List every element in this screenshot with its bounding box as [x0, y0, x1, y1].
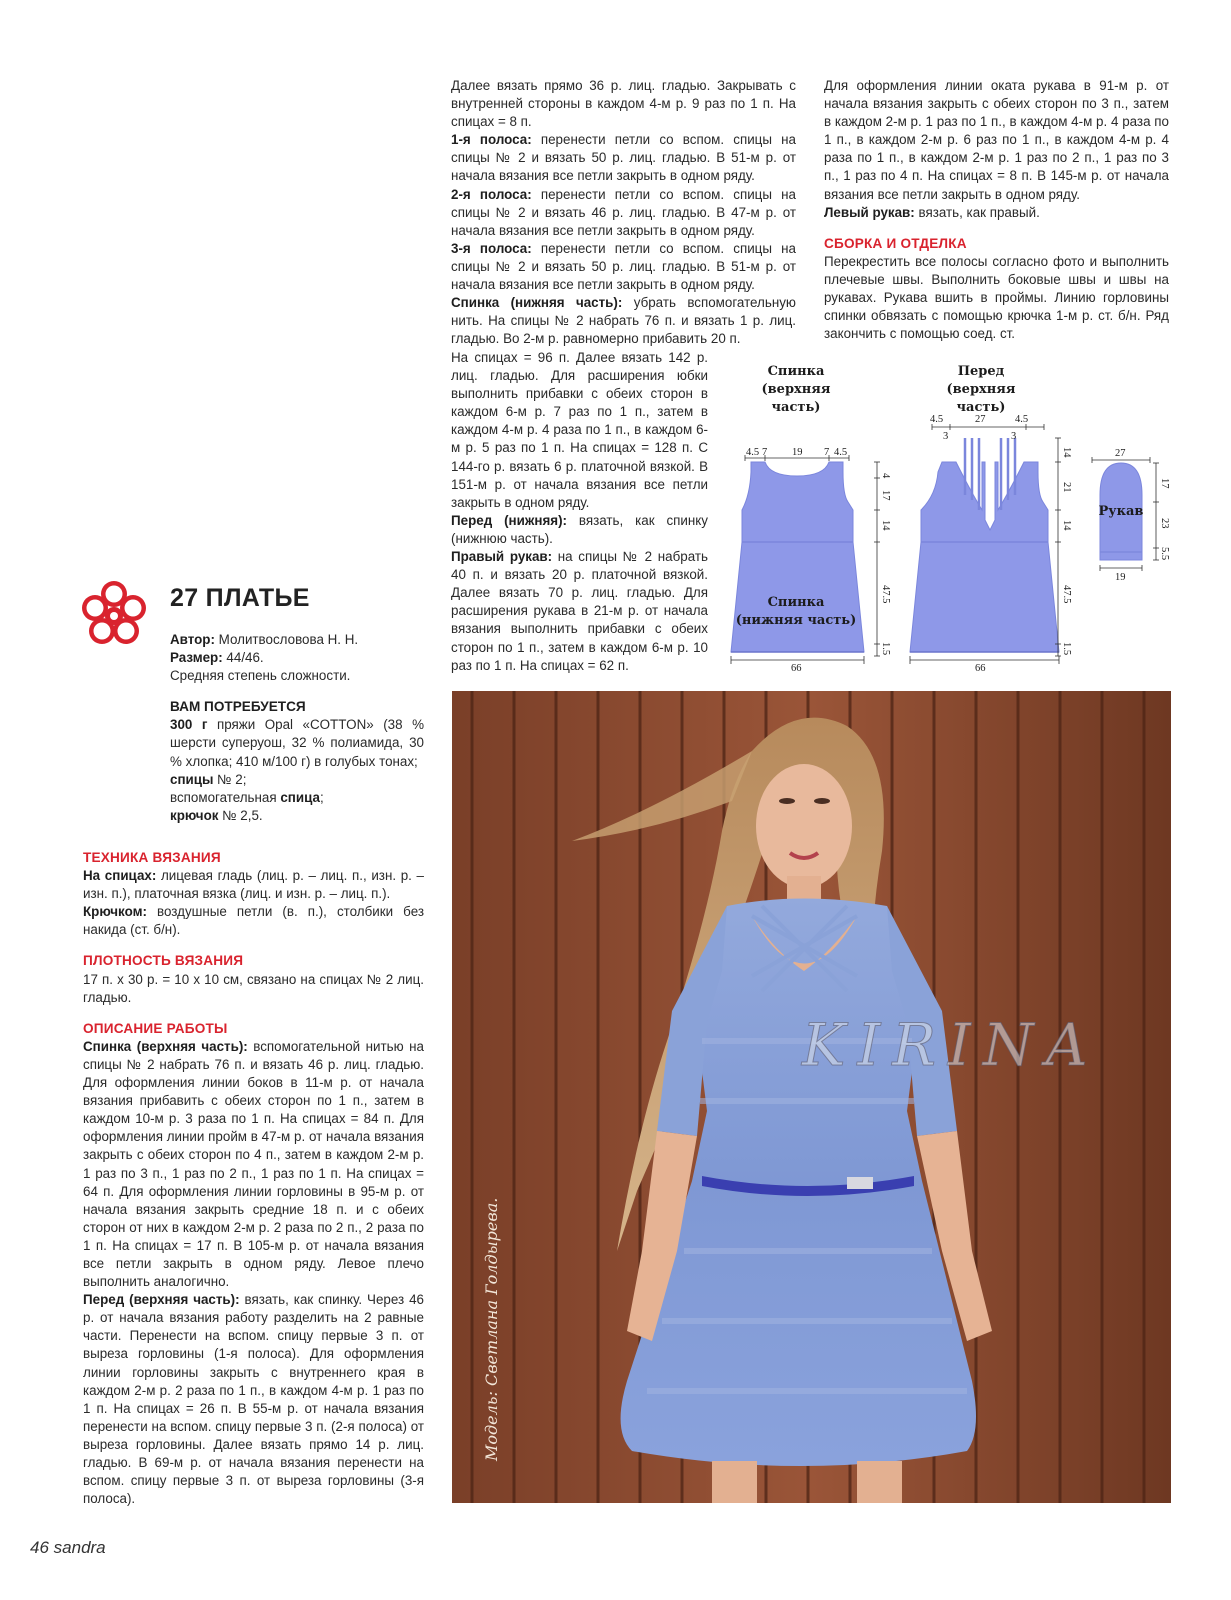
page-number: 46 — [30, 1538, 49, 1557]
svg-text:27: 27 — [975, 414, 986, 425]
size-line: Размер: 44/46. — [170, 650, 264, 666]
materials-yarn: 300 г пряжи Opal «COTTON» (38 % шерсти суперуош, 32 % полиамида, 30 % хлопка; 410 м/100 г) в голубых тонах; — [170, 717, 424, 769]
right-sleeve-paragraph: Правый рукав: на спицы № 2 набрать 40 п. и вязать 20 р. платочной вязкой. Далее вязать 70 р. лиц. гладью. Для расширения рукава в 21-м р. от начала вязания выполнить прибавки с обеих сторон по 1 п., затем в каждом 6-м р. 10 раз по 1 п. На спицах = 62 п. — [451, 549, 708, 673]
sleeve-cap-paragraph: Для оформления линии оката рукава в 91-м р. от начала вязания закрыть с обеих сторон по 3 п., затем в каждом 2-м р. 1 раз по 1 п., в каждом 4-м р. 4 раза по 1 п., в каждом 2-м р. 6 раз по 1 п., в каждом 4-м р. 4 раза по 1 п., в каждом 2-м р. 1 раз по 2 п., 1 раз по 3 п., 1 раз по 4 п. На спицах = 8 п. В 145-м р. от начала вязания все петли закрыть в одном ряду. — [824, 78, 1169, 202]
materials-hook: крючок № 2,5. — [170, 807, 263, 823]
back-lower-paragraph-b: На спицах = 96 п. Далее вязать 142 р. лиц. гладью. Для расширения юбки выполнить прибавки с обеих сторон в каждом 6-м р. 7 раз по 1 п., затем в каждом 4-м р. 4 раза по 1 п., в каждом 6-м р. 5 раз по 1 п. На спицах = 128 п. С 144-го р. вязать 6 р. платочной вязкой. В 151-м р. от начала вязания все петли закрыть в одном ряду. — [451, 350, 708, 510]
back-lower-diagram-label: Спинка (нижняя часть) — [735, 595, 857, 628]
flower-icon — [80, 580, 148, 648]
front-upper-paragraph: Перед (верхняя часть): вязать, как спинку. Через 46 р. от начала вязания работу разделить на 2 равные части. Перенести на вспом. спицу первые 3 п. от выреза горловины (1-я полоса). Для оформления линии горловины закрыть с внутреннего края в каждом 2-м р. 2 раза по 1 п., в каждом 4-м р. 1 раз по 1 п. На спицах = 26 п. В 55-м р. от начала вязания перенести на вспом. спицу первые 3 п. (2-я полоса) от выреза горловины. Далее вязать прямо 14 р. лиц. гладью. В 69-м р. от начала вязания перенести на вспом. спицу первые 3 п. от выреза горловины (3-я полоса). — [83, 1292, 424, 1507]
svg-text:47.5: 47.5 — [1061, 585, 1072, 604]
svg-text:17: 17 — [880, 490, 891, 501]
magazine-name: sandra — [53, 1538, 106, 1557]
schematic-diagrams — [720, 400, 1180, 685]
middle-column — [451, 77, 796, 348]
photo-illustration — [452, 691, 1171, 1503]
pattern-name: ПЛАТЬЕ — [205, 584, 310, 612]
materials-needles: спицы № 2; — [170, 771, 247, 787]
continue-paragraph: Далее вязать прямо 36 р. лиц. гладью. Закрывать с внутренней стороны в каждом 4-м р. 9 раз по 1 п. На спицах = 8 п. — [451, 78, 796, 130]
pattern-title — [170, 584, 310, 613]
photo-credit: Модель: Светлана Голдырева. — [482, 1197, 501, 1461]
front-schematic — [910, 414, 1072, 674]
svg-text:1.5: 1.5 — [880, 642, 891, 656]
svg-text:19: 19 — [1115, 572, 1126, 583]
svg-text:66: 66 — [791, 663, 802, 674]
materials-heading: ВАМ ПОТРЕБУЕТСЯ — [170, 699, 306, 715]
strip1-paragraph: 1-я полоса: перенести петли со вспом. спицы на спицы № 2 и вязать 50 р. лиц. гладью. В 51-м р. от начала вязания все петли закрыть в одном ряду. — [451, 132, 796, 184]
strip2-paragraph: 2-я полоса: перенести петли со вспом. спицы на спицы № 2 и вязать 46 р. лиц. гладью. В 47-м р. от начала вязания все петли закрыть в одном ряду. — [451, 186, 796, 238]
strip3-paragraph: 3-я полоса: перенести петли со вспом. спицы на спицы № 2 и вязать 50 р. лиц. гладью. В 51-м р. от начала вязания все петли закрыть в одном ряду. — [451, 240, 796, 293]
svg-text:4.5: 4.5 — [930, 414, 944, 425]
left-column — [170, 631, 424, 825]
svg-text:17: 17 — [1159, 478, 1170, 489]
assembly-heading: СБОРКА И ОТДЕЛКА — [824, 235, 967, 251]
gauge-heading: ПЛОТНОСТЬ ВЯЗАНИЯ — [83, 953, 244, 969]
svg-text:14: 14 — [1061, 520, 1072, 531]
technique-hook: Крючком: воздушные петли (в. п.), столбики без накида (ст. б/н). — [83, 904, 424, 938]
back-schematic — [731, 447, 891, 674]
sleeve-diagram-label: Рукав — [1098, 504, 1144, 519]
svg-text:47.5: 47.5 — [880, 585, 891, 604]
left-sleeve-paragraph: Левый рукав: вязать, как правый. — [824, 204, 1040, 220]
svg-text:27: 27 — [1115, 448, 1126, 459]
svg-text:5.5: 5.5 — [1159, 547, 1170, 561]
svg-text:14: 14 — [880, 520, 891, 531]
gauge-text: 17 п. х 30 р. = 10 х 10 см, связано на спицах № 2 лиц. гладью. — [83, 971, 424, 1005]
svg-text:4: 4 — [880, 473, 891, 479]
right-column — [824, 77, 1169, 343]
description-heading: ОПИСАНИЕ РАБОТЫ — [83, 1020, 228, 1036]
svg-text:4.5: 4.5 — [746, 447, 760, 458]
svg-text:21: 21 — [1061, 482, 1072, 493]
difficulty-line: Средняя степень сложности. — [170, 668, 351, 684]
left-column-lower — [83, 849, 424, 1508]
svg-text:23: 23 — [1159, 518, 1170, 529]
svg-text:3: 3 — [943, 431, 949, 442]
front-upper-diagram-label: Перед (верхняя часть) — [946, 364, 1016, 415]
model-photo — [452, 691, 1171, 1503]
back-upper-paragraph: Спинка (верхняя часть): вспомогательной нитью на спицы № 2 набрать 76 п. и вязать 46 р. лиц. гладью. Для оформления линии боков в 11-м р. от начала вязания прибавить с обеих сторон по 1 п., затем в каждом 10-м р. 3 раза по 1 п. На спицах = 84 п. Для оформления линии пройм в 47-м р. от начала вязания закрыть с обеих сторон по 4 п., затем в каждом 2-м р. 1 раз по 3 п., 1 раз по 2 п., 1 раз по 1 п. На спицах = 64 п. Для оформления линии горловины в 95-м р. от начала вязания закрыть средние 18 п. и с обеих сторон от них в каждом 2-м р. 2 раза по 2 п., 2 раза по 1 п. На спицах = 17 п. В 105-м р. от начала вязания все петли закрыть в одном ряду. Левое плечо выполнить аналогично. — [83, 1038, 424, 1290]
svg-text:4.5: 4.5 — [834, 447, 848, 458]
technique-needles: На спицах: лицевая гладь (лиц. р. – лиц. п., изн. р. – изн. п.), платочная вязка (лиц. и изн. р. – лиц. п.). — [83, 868, 424, 902]
author-line: Автор: Молитвословова Н. Н. — [170, 632, 359, 647]
svg-text:7: 7 — [824, 447, 830, 458]
back-upper-diagram-label: Спинка (верхняя часть) — [761, 364, 831, 415]
page-footer — [30, 1538, 106, 1558]
svg-text:1.5: 1.5 — [1061, 642, 1072, 656]
svg-text:3: 3 — [1011, 431, 1017, 442]
svg-text:19: 19 — [792, 447, 803, 458]
technique-heading: ТЕХНИКА ВЯЗАНИЯ — [83, 850, 221, 865]
pattern-number: 27 — [170, 584, 199, 612]
watermark-text: KIRINA — [802, 1011, 1100, 1079]
middle-column-narrow — [451, 349, 708, 675]
svg-text:14: 14 — [1061, 447, 1072, 458]
back-lower-paragraph-a: Спинка (нижняя часть): убрать вспомогательную нить. На спицы № 2 набрать 76 п. и вязать 1 р. лиц. гладью. Во 2-м р. равномерно прибавить 20 п. — [451, 295, 796, 347]
assembly-text: Перекрестить все полосы согласно фото и выполнить плечевые швы. Выполнить боковые швы и швы на рукавах. Рукава вшить в проймы. Линию горловины спинки обвязать с помощью крючка 1-м р. ст. б/н. Ряд закончить с помощью соед. ст. — [824, 253, 1169, 342]
materials-aux: вспомогательная спица; — [170, 789, 324, 805]
svg-text:4.5: 4.5 — [1015, 414, 1029, 425]
svg-text:66: 66 — [975, 663, 986, 674]
front-lower-paragraph: Перед (нижняя): вязать, как спинку (нижнюю часть). — [451, 512, 708, 546]
svg-text:7: 7 — [762, 447, 768, 458]
